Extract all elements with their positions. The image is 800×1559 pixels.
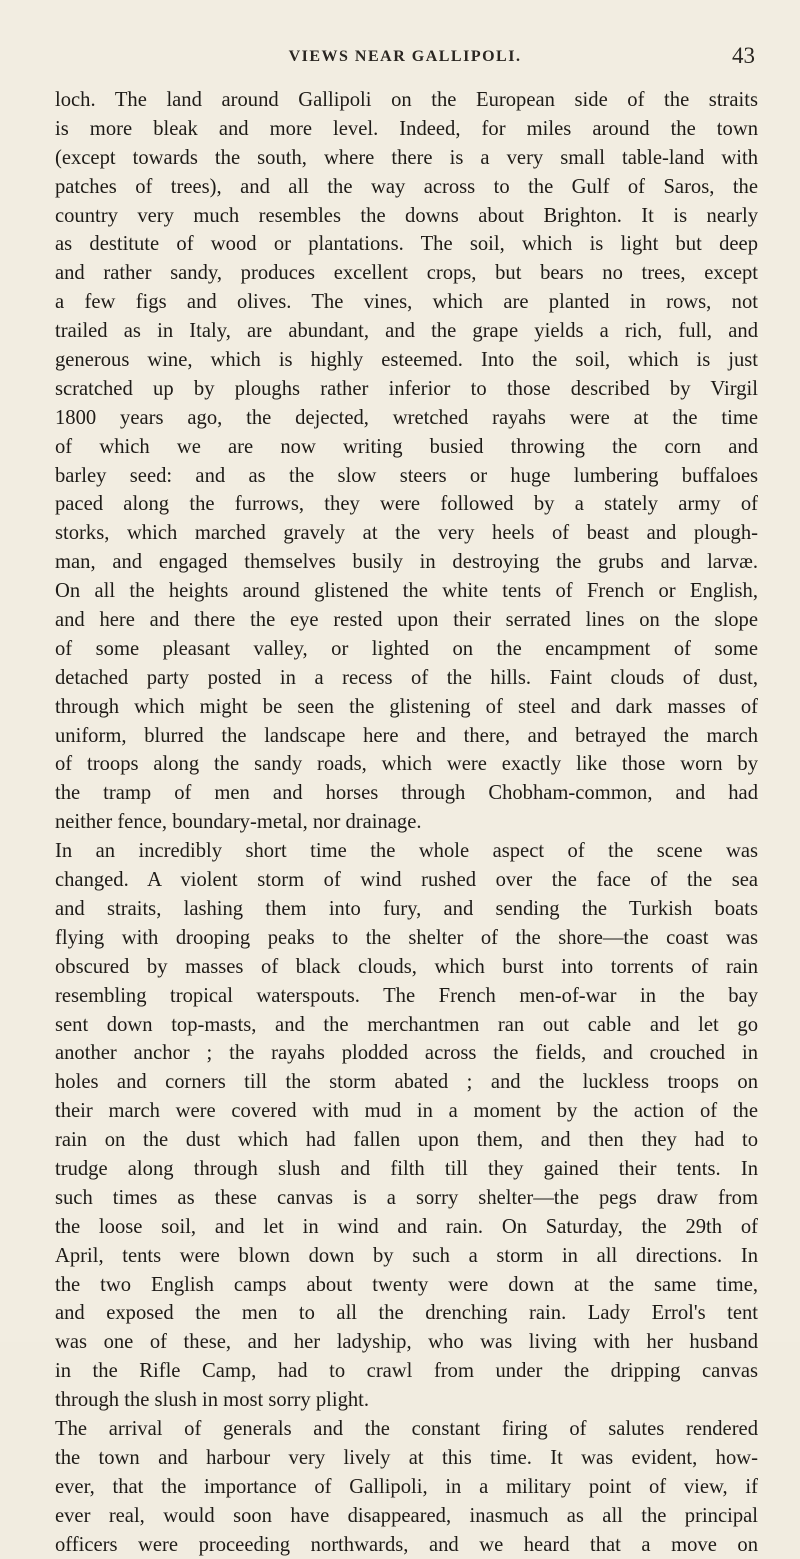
text-line: changed. A violent storm of wind rushed over the face of the sea xyxy=(55,869,758,892)
text-line: of some pleasant valley, or lighted on the encampment of some xyxy=(55,637,758,660)
text-line: paced along the furrows, they were followed by a stately army of xyxy=(55,493,758,516)
text-line: such times as these canvas is a sorry shelter—the pegs draw from xyxy=(55,1186,758,1209)
text-line: the tramp of men and horses through Chobham-common, and had xyxy=(55,782,758,805)
running-head xyxy=(55,43,755,78)
text-line: and here and there the eye rested upon their serrated lines on the slope xyxy=(55,609,758,632)
text-line: trailed as in Italy, are abundant, and the grape yields a rich, full, and xyxy=(55,320,758,343)
text-line: April, tents were blown down by such a storm in all directions. In xyxy=(55,1244,758,1267)
text-line: a few figs and olives. The vines, which are planted in rows, not xyxy=(55,291,758,314)
text-line: is more bleak and more level. Indeed, for miles around the town xyxy=(55,117,758,140)
text-line: scratched up by ploughs rather inferior to those described by Virgil xyxy=(55,377,758,400)
text-line: country very much resembles the downs about Brighton. It is nearly xyxy=(55,204,758,227)
text-line: barley seed: and as the slow steers or huge lumbering buffaloes xyxy=(55,464,758,487)
text-line: resembling tropical waterspouts. The French men-of-war in the bay xyxy=(55,984,758,1007)
text-line: In an incredibly short time the whole aspect of the scene was xyxy=(55,840,758,863)
text-line: and rather sandy, produces excellent crops, but bears no trees, except xyxy=(55,262,758,285)
text-line: holes and corners till the storm abated ; and the luckless troops on xyxy=(55,1071,758,1094)
text-line: of which we are now writing busied throwing the corn and xyxy=(55,435,758,458)
text-line: rain on the dust which had fallen upon them, and then they had to xyxy=(55,1129,758,1152)
text-line: man, and engaged themselves busily in destroying the grubs and larvæ. xyxy=(55,551,758,574)
text-line: was one of these, and her ladyship, who was living with her husband xyxy=(55,1331,758,1354)
text-line: through which might be seen the glistening of steel and dark masses of xyxy=(55,695,758,718)
text-line: detached party posted in a recess of the hills. Faint clouds of dust, xyxy=(55,666,758,689)
running-title: VIEWS NEAR GALLIPOLI. xyxy=(288,48,522,65)
text-line: ever real, would soon have disappeared, inasmuch as all the principal xyxy=(55,1504,758,1527)
text-line: storks, which marched gravely at the very heels of beast and plough- xyxy=(55,522,758,545)
text-line: their march were covered with mud in a moment by the action of the xyxy=(55,1100,758,1123)
text-line: as destitute of wood or plantations. The soil, which is light but deep xyxy=(55,233,758,256)
text-line: neither fence, boundary-metal, nor drainage. xyxy=(55,811,422,834)
body-text xyxy=(55,86,758,1559)
text-line: officers were proceeding northwards, and we heard that a move on xyxy=(55,1533,758,1556)
text-line: the two English camps about twenty were down at the same time, xyxy=(55,1273,758,1296)
text-line: generous wine, which is highly esteemed. Into the soil, which is just xyxy=(55,349,758,372)
text-line: loch. The land around Gallipoli on the European side of the straits xyxy=(55,89,758,111)
text-line: another anchor ; the rayahs plodded across the fields, and crouched in xyxy=(55,1042,758,1065)
page-number: 43 xyxy=(732,43,755,68)
text-line: of troops along the sandy roads, which were exactly like those worn by xyxy=(55,753,758,776)
text-line: (except towards the south, where there is a very small table-land with xyxy=(55,146,758,169)
text-line: On all the heights around glistened the white tents of French or English, xyxy=(55,580,758,603)
text-line: the loose soil, and let in wind and rain. On Saturday, the 29th of xyxy=(55,1215,758,1238)
text-line: The arrival of generals and the constant firing of salutes rendered xyxy=(55,1417,758,1440)
text-line: and straits, lashing them into fury, and sending the Turkish boats xyxy=(55,897,758,920)
text-line: trudge along through slush and filth till they gained their tents. In xyxy=(55,1157,758,1180)
text-line: and exposed the men to all the drenching rain. Lady Errol's tent xyxy=(55,1302,758,1325)
text-line: the town and harbour very lively at this time. It was evident, how- xyxy=(55,1446,758,1469)
text-line: flying with drooping peaks to the shelter of the shore—the coast was xyxy=(55,926,758,949)
text-line: ever, that the importance of Gallipoli, in a military point of view, if xyxy=(55,1475,758,1498)
text-line: 1800 years ago, the dejected, wretched rayahs were at the time xyxy=(55,406,758,429)
text-line: in the Rifle Camp, had to crawl from under the dripping canvas xyxy=(55,1360,758,1383)
text-line: obscured by masses of black clouds, which burst into torrents of rain xyxy=(55,955,758,978)
text-line: patches of trees), and all the way across to the Gulf of Saros, the xyxy=(55,175,758,198)
text-line: through the slush in most sorry plight. xyxy=(55,1389,370,1412)
text-line: sent down top-masts, and the merchantmen ran out cable and let go xyxy=(55,1013,758,1036)
text-line: uniform, blurred the landscape here and there, and betrayed the march xyxy=(55,724,758,747)
